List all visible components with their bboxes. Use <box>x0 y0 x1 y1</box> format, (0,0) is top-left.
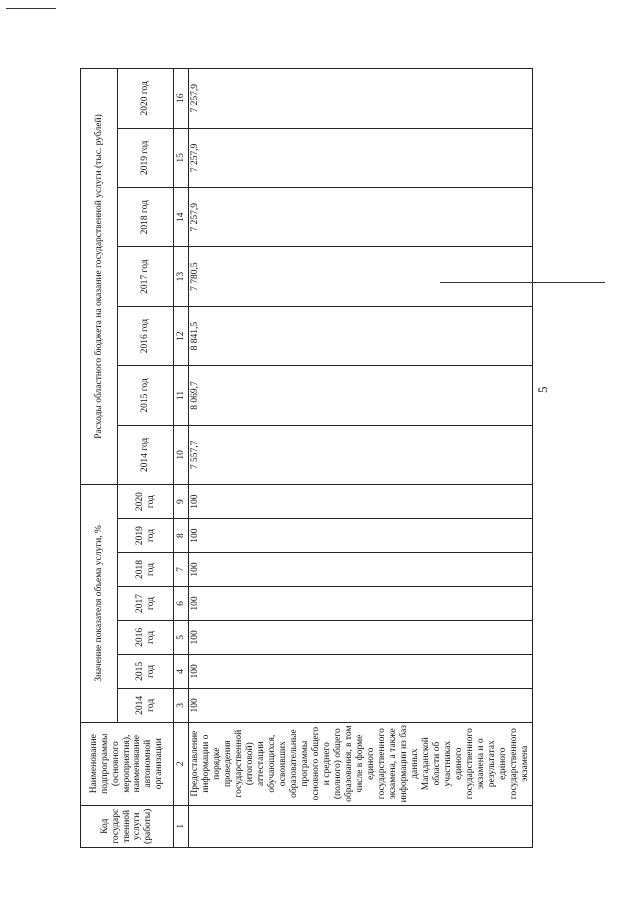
header-name: Наименование подпрограммы (основного мероприятия), наименование автономной организации <box>81 722 174 805</box>
services-table <box>80 68 533 848</box>
year-header: 2017 год <box>118 247 174 306</box>
year-header: 2020 год <box>118 69 174 129</box>
year-header: 2016 год <box>118 306 174 365</box>
table-row <box>189 69 533 848</box>
column-number: 3 <box>174 688 189 722</box>
column-number: 15 <box>174 128 189 187</box>
expense-value-cell: 7 557,7 <box>189 425 533 484</box>
rotated-page <box>80 38 550 848</box>
header-volume-group: Значение показателя объема услуги, % <box>81 485 118 723</box>
expense-value-cell: 8 841,5 <box>189 306 533 365</box>
volume-value-cell: 100 <box>189 688 533 722</box>
year-header: 2019 год <box>118 128 174 187</box>
column-number: 10 <box>174 425 189 484</box>
column-number: 14 <box>174 188 189 247</box>
year-header: 2014 год <box>118 688 174 722</box>
column-number: 13 <box>174 247 189 306</box>
column-number-row <box>174 69 189 848</box>
column-number: 9 <box>174 485 189 519</box>
service-description-cell: Предоставление информации о порядке проведения государственной (итоговой) аттестации обучающихся, освоивших образовательные программы основного общего и среднего (полного) общего образования, в том числе в форме единого государственного экзамена, а также информации из баз данных Магаданской области об участниках единого государственного экзамена и о результатах единого государственного экзамена <box>189 722 533 805</box>
volume-value-cell: 100 <box>189 519 533 553</box>
service-code-cell <box>189 805 533 847</box>
year-header: 2018 год <box>118 553 174 587</box>
volume-value-cell: 100 <box>189 586 533 620</box>
column-number: 16 <box>174 69 189 129</box>
expense-value-cell: 8 069,7 <box>189 366 533 425</box>
expense-value-cell: 7 257,9 <box>189 128 533 187</box>
expense-value-cell: 7 257,9 <box>189 69 533 129</box>
year-header: 2016 год <box>118 620 174 654</box>
header-row-top <box>81 69 118 848</box>
column-number: 11 <box>174 366 189 425</box>
expense-value-cell: 7 257,9 <box>189 188 533 247</box>
top-left-rule <box>6 8 56 9</box>
year-header: 2020 год <box>118 485 174 519</box>
column-number: 12 <box>174 306 189 365</box>
header-code: Код государс твенной услуги (работы) <box>81 805 174 847</box>
year-header: 2014 год <box>118 425 174 484</box>
volume-value-cell: 100 <box>189 654 533 688</box>
column-number: 6 <box>174 586 189 620</box>
column-number: 2 <box>174 722 189 805</box>
year-header: 2017 год <box>118 586 174 620</box>
column-number: 7 <box>174 553 189 587</box>
header-expense-group: Расходы областного бюджета на оказание государственной услуги (тыс. рублей) <box>81 69 118 485</box>
year-header: 2019 год <box>118 519 174 553</box>
year-header: 2015 год <box>118 366 174 425</box>
side-rule <box>440 282 605 283</box>
page-number: 5 <box>535 386 550 393</box>
column-number: 8 <box>174 519 189 553</box>
column-number: 1 <box>174 805 189 847</box>
volume-value-cell: 100 <box>189 620 533 654</box>
expense-value-cell: 7 780,5 <box>189 247 533 306</box>
column-number: 5 <box>174 620 189 654</box>
year-header: 2018 год <box>118 188 174 247</box>
year-header: 2015 год <box>118 654 174 688</box>
volume-value-cell: 100 <box>189 485 533 519</box>
column-number: 4 <box>174 654 189 688</box>
volume-value-cell: 100 <box>189 553 533 587</box>
